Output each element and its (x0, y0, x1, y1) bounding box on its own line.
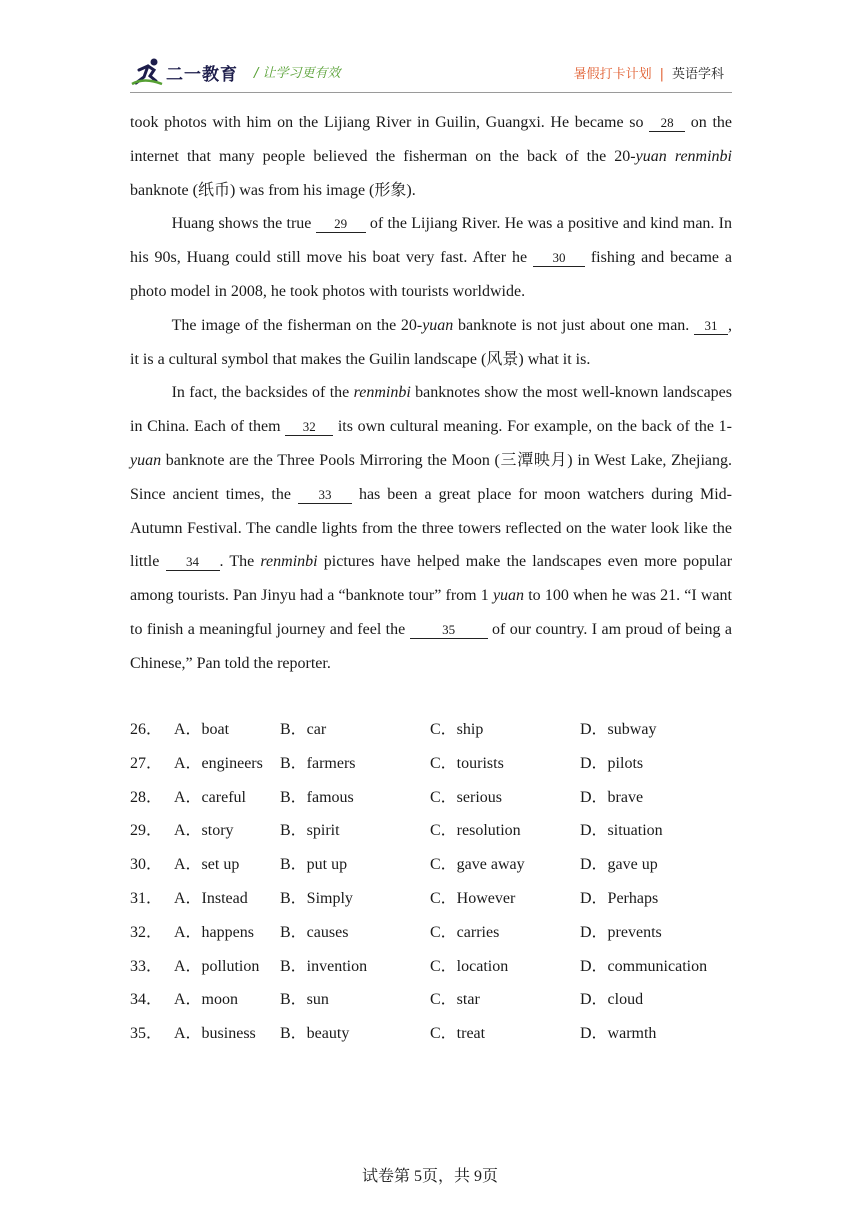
option-b: B．put up (280, 856, 348, 874)
question-row (130, 1017, 750, 1051)
option-b: B．sun (280, 991, 329, 1009)
question-number: 28． (130, 788, 163, 806)
italic-term: renminbi (353, 384, 411, 402)
summer-plan-label: 暑假打卡计划 (573, 67, 652, 82)
option-b: B．invention (280, 957, 368, 975)
option-a: A．set up (174, 856, 240, 874)
question-number: 34． (130, 991, 163, 1009)
option-a: A．business (174, 1025, 256, 1043)
option-d: D．gave up (580, 856, 658, 874)
italic-term: renminbi (674, 147, 732, 165)
passage-paragraph-4 (130, 376, 732, 680)
question-number: 32． (130, 923, 163, 941)
option-d: D．communication (580, 957, 708, 975)
question-number: 29． (130, 822, 163, 840)
text-span: has been a great place for moon watchers during Mid-Autumn Festival. The candle lights from the three towers reflected on the water look like the little (130, 485, 733, 571)
question-number: 35． (130, 1025, 163, 1043)
text-span: of our country. I am proud of being a Chinese,” Pan told the reporter. (130, 620, 733, 672)
option-c: C．gave away (430, 856, 525, 874)
option-d: D．cloud (580, 991, 644, 1009)
text-span: on the internet that many people believed the fisherman on the back of the 20- (130, 114, 733, 165)
blank-30: 30 (533, 251, 585, 267)
option-c: C．treat (430, 1025, 486, 1043)
text-span: In fact, the backsides of the (171, 384, 354, 402)
italic-term: yuan (492, 587, 525, 605)
option-c: C．tourists (430, 754, 504, 772)
text-span: , it is a cultural symbol that makes the Guilin landscape (风景) what it is. (130, 316, 732, 368)
passage (130, 106, 732, 681)
question-row (130, 747, 750, 781)
option-d: D．Perhaps (580, 889, 659, 907)
option-d: D．prevents (580, 923, 662, 941)
option-d: D．subway (580, 721, 657, 738)
question-row (130, 713, 750, 747)
text-span: The image of the fisherman on the 20- (171, 316, 423, 334)
logo-text: 二一教育 (166, 64, 238, 85)
question-row (130, 916, 750, 950)
option-b: B．beauty (280, 1025, 350, 1043)
option-d: D．situation (580, 822, 663, 840)
page-header (130, 56, 732, 94)
question-number: 26． (130, 721, 163, 738)
blank-32: 32 (285, 420, 333, 436)
option-c: C．ship (430, 721, 484, 738)
option-c: C．star (430, 991, 480, 1009)
option-b: B．car (280, 721, 327, 738)
option-c: C．location (430, 957, 509, 975)
text-span: banknote (纸币) was from his image (形象). (130, 181, 416, 199)
option-b: B．causes (280, 923, 349, 941)
italic-term: yuan (635, 147, 667, 165)
text-span: Huang shows the true (171, 215, 316, 233)
italic-term: renminbi (260, 553, 318, 571)
question-number: 30． (130, 856, 163, 874)
option-d: D．warmth (580, 1025, 657, 1043)
logo (130, 56, 238, 88)
option-a: A．careful (174, 788, 246, 806)
text-span: pictures have helped make the landscapes even more popular among tourists. Pan Jinyu had a “banknote tour” from 1 (130, 553, 733, 605)
question-options (130, 713, 750, 1051)
blank-33: 33 (298, 488, 352, 504)
option-c: C．resolution (430, 822, 521, 840)
blank-29: 29 (316, 217, 366, 233)
text-span: banknotes show the most well-known landscapes in China. Each of them (130, 384, 732, 436)
italic-term: yuan (422, 316, 454, 334)
option-b: B．farmers (280, 754, 356, 772)
option-c: C．serious (430, 788, 503, 806)
option-a: A．engineers (174, 754, 263, 772)
page-footer: 试卷第 5页，共 9页 (361, 1168, 498, 1185)
question-row (130, 814, 750, 848)
text-span: banknote are the Three Pools Mirroring the Moon (三潭映月) in West Lake, Zhejiang. Since ancient times, the (130, 451, 732, 503)
blank-35: 35 (410, 623, 488, 639)
option-a: A．happens (174, 923, 254, 941)
option-b: B．famous (280, 788, 354, 806)
option-b: B．Simply (280, 889, 353, 907)
subject-label: 英语学科 (671, 67, 724, 82)
question-number: 31． (130, 889, 163, 907)
text-span: took photos with him on the Lijiang River in Guilin, Guangxi. He became so (130, 114, 650, 131)
passage-paragraph-3 (130, 309, 732, 377)
passage-paragraph-1 (130, 106, 732, 207)
question-row (130, 848, 750, 882)
header-right (574, 63, 724, 82)
blank-31: 31 (694, 319, 728, 335)
question-row (130, 882, 750, 916)
question-row (130, 983, 750, 1017)
text-span: banknote is not just about one man. (453, 316, 694, 334)
option-a: A．Instead (174, 889, 248, 907)
option-a: A．moon (174, 991, 239, 1009)
header-divider (130, 92, 732, 93)
text-span: of the Lijiang River. He was a positive and kind man. In his 90s, Huang could still move his boat very fast. After he (130, 215, 732, 267)
passage-paragraph-2 (130, 207, 732, 308)
option-c: C．carries (430, 923, 500, 941)
question-number: 33． (130, 957, 163, 975)
option-a: A．story (174, 822, 234, 840)
question-number: 27． (130, 754, 163, 772)
option-a: A．pollution (174, 957, 260, 975)
text-span: its own cultural meaning. For example, on the back of the 1- (333, 418, 732, 436)
option-d: D．brave (580, 788, 644, 806)
blank-28: 28 (649, 116, 685, 132)
blank-34: 34 (166, 555, 220, 571)
question-row (130, 781, 750, 815)
option-a: A．boat (174, 721, 230, 738)
option-d: D．pilots (580, 754, 644, 772)
slogan: / 让学习更有效 (254, 66, 341, 81)
italic-term: yuan (130, 451, 162, 469)
header-separator: | (659, 67, 664, 82)
text-span: to 100 when he was 21. “I want to finish a meaningful journey and feel the (130, 587, 732, 638)
question-row (130, 950, 750, 984)
text-span: . The (219, 553, 261, 571)
option-c: C．However (430, 889, 516, 907)
option-b: B．spirit (280, 822, 340, 840)
text-span: fishing and became a photo model in 2008, he took photos with tourists worldwide. (130, 249, 732, 300)
running-figure-icon (130, 57, 164, 87)
